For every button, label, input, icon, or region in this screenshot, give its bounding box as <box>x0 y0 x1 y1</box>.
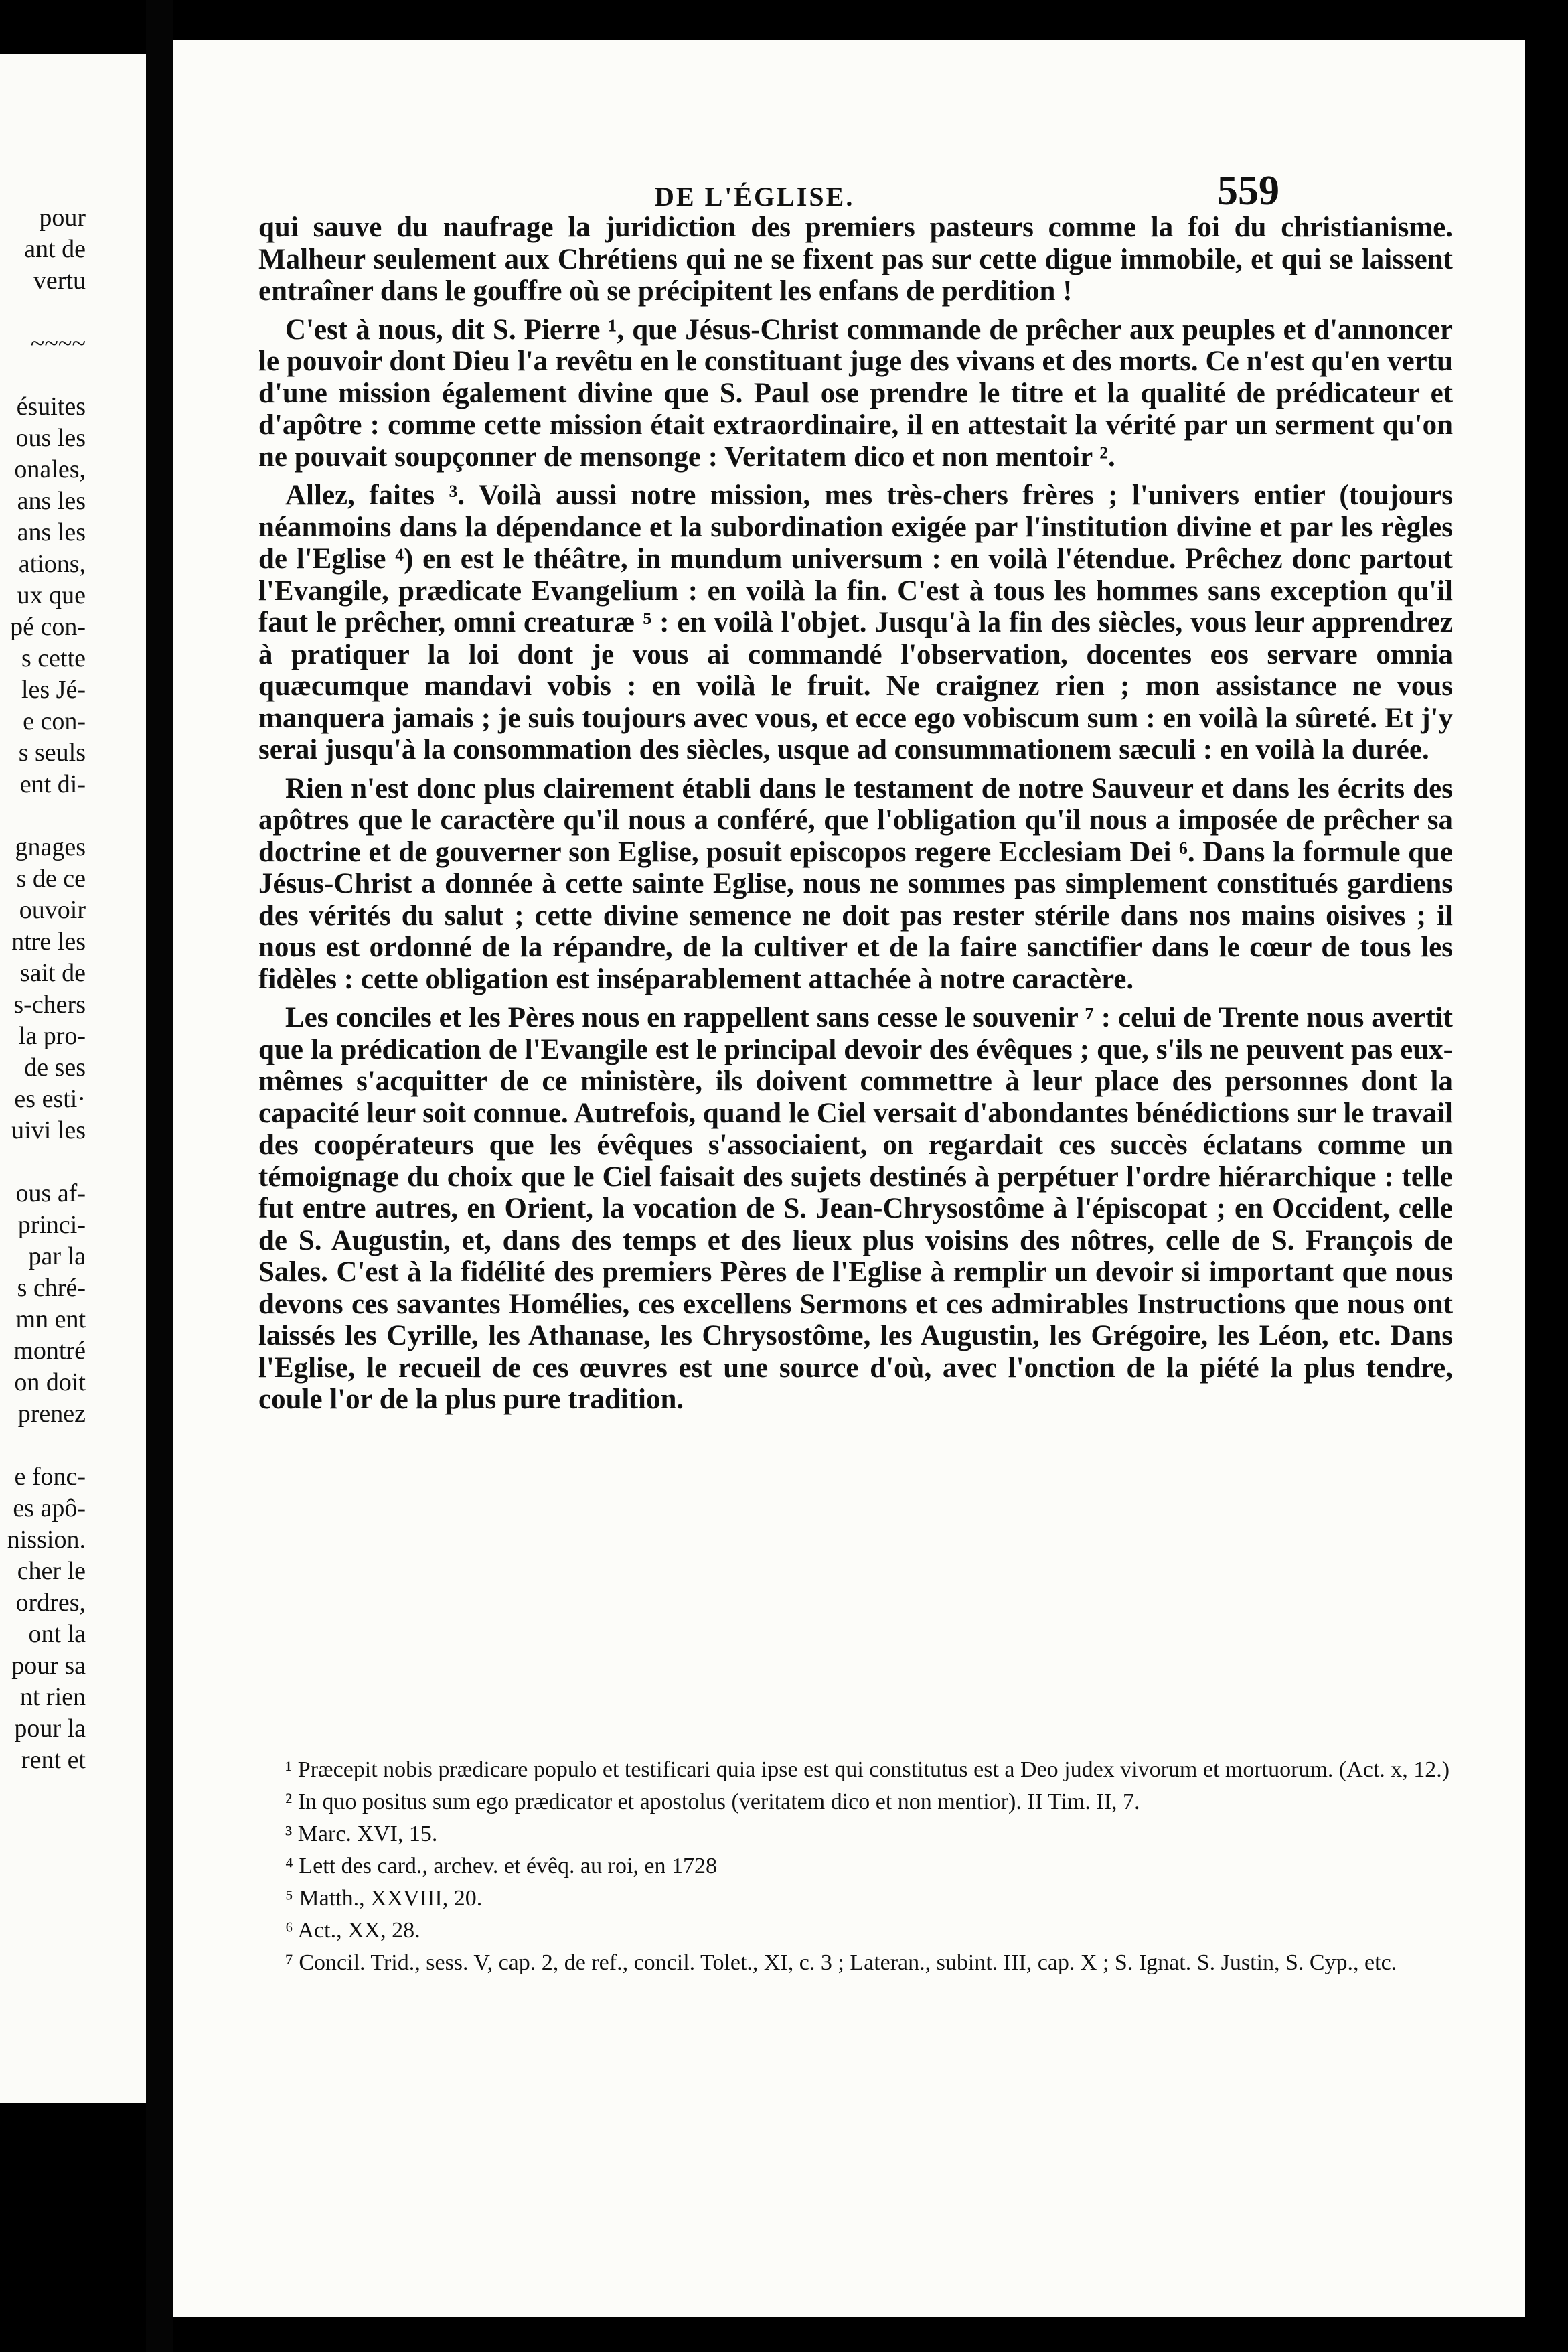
page-number: 559 <box>1217 168 1279 214</box>
facing-page-line: nt rien <box>19 1683 86 1711</box>
main-text <box>258 212 1453 1422</box>
facing-page-line: ~~~~ <box>30 329 86 358</box>
facing-page-line: uivi les <box>11 1116 86 1145</box>
facing-page-line: e con- <box>23 707 86 735</box>
facing-page-line: la pro- <box>18 1022 86 1050</box>
footnotes <box>258 1755 1453 1980</box>
footnote: ² In quo positus sum ego prædicator et apostolus (veritatem dico et non mentior). II Tim. II, 7. <box>285 1789 1140 1814</box>
footnote: ⁶ Act., XX, 28. <box>285 1918 420 1943</box>
facing-page-line: s cette <box>21 644 86 672</box>
facing-page-line: ant de <box>24 235 86 263</box>
facing-page-line: on doit <box>14 1368 86 1396</box>
facing-page-line: ésuites <box>16 392 86 421</box>
footnote: ¹ Præcepit nobis prædicare populo et testificari quia ipse est qui constitutus est a Deo judex vivorum et mortuorum. (Act. x, 12.) <box>285 1757 1450 1782</box>
footnote: ⁴ Lett des card., archev. et évêq. au roi, en 1728 <box>285 1854 717 1879</box>
paragraph: Rien n'est donc plus clairement établi dans le testament de notre Sauveur et dans les écrits des apôtres que le caractère qu'il nous a conféré, que l'obligation qu'il nous a imposée de prêcher sa doctrine et de gouverner son Eglise, posuit episcopos regere Ecclesiam Dei ⁶. Dans la formule que Jésus-Christ a donnée à cette sainte Eglise, nous ne sommes pas simplement constitués gardiens des vérités du salut ; cette divine semence ne doit pas rester stérile dans nos mains oisives ; il nous est ordonné de la répandre, de la cultiver et de la faire sanctifier dans le cœur de tous les fidèles : cette obligation est inséparablement attachée à notre caractère. <box>258 772 1453 995</box>
facing-page-line: nission. <box>7 1526 86 1554</box>
facing-page-line: cher le <box>17 1557 86 1585</box>
facing-page-line: rent et <box>21 1746 86 1774</box>
facing-page-line: s chré- <box>17 1274 86 1302</box>
facing-page-line: ouvoir <box>19 896 86 924</box>
facing-page-line: ous af- <box>15 1179 86 1207</box>
facing-page-line: gnages <box>15 833 86 861</box>
facing-page-line: pour <box>39 204 86 232</box>
facing-page-line: ux que <box>17 581 86 609</box>
paragraph: Les conciles et les Pères nous en rappellent sans cesse le souvenir ⁷ : celui de Trente nous avertit que la prédication de l'Evangile est le principal devoir des évêques ; que, s'ils ne peuvent pas eux-mêmes s'acquitter de ce ministère, ils doivent commettre à leur place des personnes dont la capacité leur soit connue. Autrefois, quand le Ciel versait d'abondantes bénédictions sur le travail des coopérateurs que les évêques s'associaient, on regardait ces succès éclatans comme un témoignage du choix que le Ciel faisait des sujets destinés à perpétuer l'ordre hiérarchique : telle fut entre autres, en Orient, la vocation de S. Jean-Chrysostôme à l'épiscopat ; en Occident, celle de S. Augustin, et, dans des temps et des lieux plus voisins des nôtres, celle de S. François de Sales. C'est à la fidélité des premiers Pères de l'Eglise à remplir un devoir si important que nous devons ces savantes Homélies, ces excellens Sermons et ces admirables Instructions que nous ont laissés les Cyrille, les Athanase, les Chrysostôme, les Augustin, les Grégoire, les Léon, etc. Dans l'Eglise, le recueil de ces œuvres est une source d'où, avec l'onction de la piété la plus tendre, coule l'or de la plus pure tradition. <box>258 1002 1453 1415</box>
facing-page-line: pé con- <box>10 613 86 641</box>
facing-page-line: pour la <box>14 1714 86 1743</box>
facing-page-line: ations, <box>18 550 86 578</box>
facing-page-line: es esti· <box>14 1085 86 1113</box>
facing-page-line: mn ent <box>15 1305 86 1333</box>
facing-page-line: montré <box>13 1337 86 1365</box>
paragraph: Allez, faites ³. Voilà aussi notre mission, mes très-chers frères ; l'univers entier (toujours néanmoins dans la dépendance et la subordination exigée par l'institution divine et par les règles de l'Eglise ⁴) en est le théâtre, in mundum universum : en voilà l'étendue. Prêchez donc partout l'Evangile, prædicate Evangelium : en voilà la fin. C'est à tous les hommes sans exception qu'il faut le prêcher, omni creaturæ ⁵ : en voilà l'objet. Jusqu'à la fin des siècles, vous leur apprendrez à pratiquer la loi dont je vous ai commandé l'observation, docentes eos servare omnia quæcumque mandavi vobis : en voilà le fruit. Ne craignez rien ; mon assistance ne vous manquera jamais ; je suis toujours avec vous, et ecce ego vobiscum sum : en voilà la sûreté. Et j'y serai jusqu'à la consommation des siècles, usque ad consummationem sæculi : en voilà la durée. <box>258 480 1453 765</box>
book-page <box>173 40 1525 2317</box>
facing-page-line: ont la <box>28 1620 86 1648</box>
facing-page-line: les Jé- <box>21 676 86 704</box>
facing-page-line: pour sa <box>11 1651 86 1680</box>
facing-page-line: par la <box>28 1242 86 1270</box>
facing-page-line: s seuls <box>18 739 86 767</box>
facing-page-line: s-chers <box>13 990 86 1019</box>
page-gutter <box>146 0 173 2352</box>
facing-page-line: ous les <box>15 424 86 452</box>
running-head: DE L'ÉGLISE. <box>655 181 855 212</box>
facing-page-line: prenez <box>17 1400 86 1428</box>
facing-page-line: de ses <box>24 1053 86 1082</box>
paragraph: qui sauve du naufrage la juridiction des premiers pasteurs comme la foi du christianisme. Malheur seulement aux Chrétiens qui ne se fixent pas sur cette digue immobile, et qui se laissent entraîner dans le gouffre où se précipitent les enfans de perdition ! <box>258 212 1453 307</box>
facing-page-line: sait de <box>19 959 86 987</box>
facing-page-line: s de ce <box>16 865 86 893</box>
facing-page-line: vertu <box>33 267 86 295</box>
paragraph: C'est à nous, dit S. Pierre ¹, que Jésus-Christ commande de prêcher aux peuples et d'annoncer le pouvoir dont Dieu l'a revêtu en le constituant juge des vivans et des morts. Ce n'est qu'en vertu d'une mission également divine que S. Paul ose prendre le titre et la qualité de prédicateur et d'apôtre : comme cette mission était extraordinaire, il en attestait la vérité par un serment qu'on ne pouvait soupçonner de mensonge : Veritatem dico et non mentoir ². <box>258 313 1453 473</box>
facing-page-line: onales, <box>14 455 86 484</box>
facing-page-fragment <box>0 54 146 2103</box>
footnote: ⁷ Concil. Trid., sess. V, cap. 2, de ref., concil. Tolet., XI, c. 3 ; Lateran., subint. III, cap. X ; S. Ignat. S. Justin, S. Cyp., etc. <box>285 1950 1397 1975</box>
facing-page-line: princi- <box>17 1211 86 1239</box>
facing-page-line: e fonc- <box>14 1463 86 1491</box>
facing-page-line: es apô- <box>13 1494 86 1522</box>
facing-page-line: ans les <box>17 487 86 515</box>
facing-page-line: ans les <box>17 518 86 546</box>
facing-page-line: ntre les <box>11 928 86 956</box>
facing-page-line: ordres, <box>15 1589 86 1617</box>
footnote: ³ Marc. XVI, 15. <box>285 1822 438 1846</box>
facing-page-line: ent di- <box>19 770 86 798</box>
footnote: ⁵ Matth., XXVIII, 20. <box>285 1886 483 1911</box>
